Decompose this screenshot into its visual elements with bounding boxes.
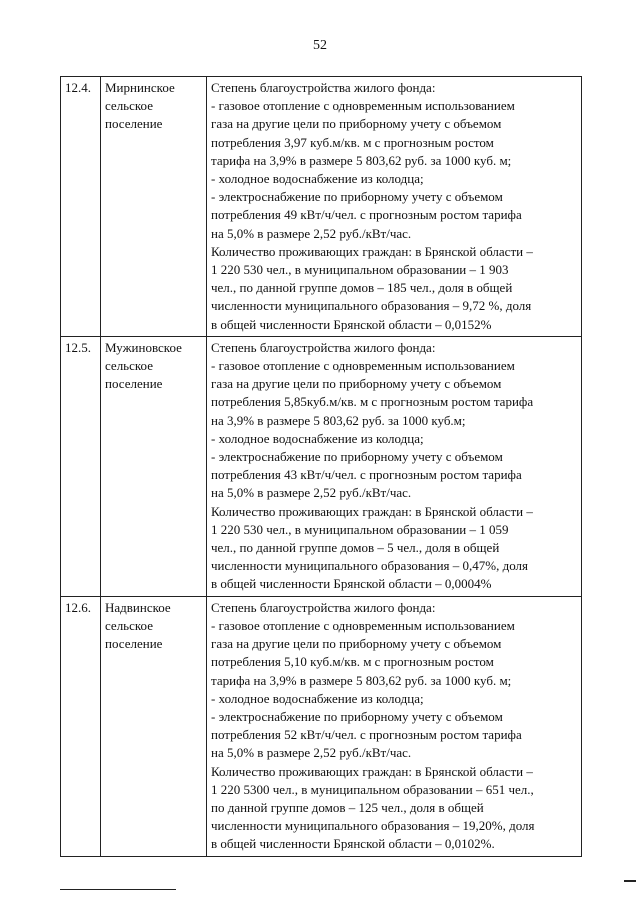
- housing-description: [207, 336, 582, 596]
- description-line: численности муниципального образования – 9,72 %, доля: [211, 298, 532, 314]
- settlement-name-line: поселение: [105, 116, 163, 132]
- row-number: 12.4.: [61, 77, 101, 337]
- description-line: потребления 3,97 куб.м/кв. м с прогнозным ростом: [211, 134, 494, 150]
- description-line: на 5,0% в размере 2,52 руб./кВт/час.: [211, 745, 412, 761]
- description-line: потребления 52 кВт/ч/чел. с прогнозным ростом тарифа: [211, 727, 522, 743]
- description-line: численности муниципального образования – 0,47%, доля: [211, 558, 529, 574]
- description-line: газа на другие цели по приборному учету с объемом: [211, 116, 502, 132]
- description-line: - электроснабжение по приборному учету с объемом: [211, 449, 503, 465]
- description-line: 1 220 5300 чел., в муниципальном образовании – 651 чел.,: [211, 781, 534, 797]
- description-line: потребления 5,10 куб.м/кв. м с прогнозным ростом: [211, 654, 494, 670]
- description-line: в общей численности Брянской области – 0,0102%.: [211, 836, 495, 852]
- description-line: Количество проживающих граждан: в Брянской области –: [211, 503, 533, 519]
- settlement-name: [101, 336, 207, 596]
- housing-description: [207, 596, 582, 856]
- row-number: 12.5.: [61, 336, 101, 596]
- table-row: [61, 596, 582, 856]
- description-line: - холодное водоснабжение из колодца;: [211, 171, 424, 187]
- description-line: 1 220 530 чел., в муниципальном образовании – 1 059: [211, 521, 509, 537]
- description-line: - газовое отопление с одновременным использованием: [211, 617, 515, 633]
- description-line: газа на другие цели по приборному учету с объемом: [211, 376, 502, 392]
- settlement-name-line: поселение: [105, 376, 163, 392]
- settlement-name-line: сельское: [105, 617, 153, 633]
- description-line: тарифа на 3,9% в размере 5 803,62 руб. за 1000 куб. м;: [211, 152, 512, 168]
- settlement-name-line: Мужиновское: [105, 339, 182, 355]
- description-line: Количество проживающих граждан: в Брянской области –: [211, 243, 533, 259]
- settlement-name-line: поселение: [105, 636, 163, 652]
- description-line: 1 220 530 чел., в муниципальном образовании – 1 903: [211, 262, 509, 278]
- description-line: Степень благоустройства жилого фонда:: [211, 599, 436, 615]
- description-line: Степень благоустройства жилого фонда:: [211, 80, 436, 95]
- settlement-name-line: Надвинское: [105, 599, 171, 615]
- description-line: на 5,0% в размере 2,52 руб./кВт/час.: [211, 485, 412, 501]
- settlement-name-line: сельское: [105, 358, 153, 374]
- footnote-separator: [60, 889, 176, 890]
- settlement-name: [101, 596, 207, 856]
- description-line: тарифа на 3,9% в размере 5 803,62 руб. за 1000 куб. м;: [211, 672, 512, 688]
- description-line: численности муниципального образования – 19,20%, доля: [211, 818, 535, 834]
- settlement-name: [101, 77, 207, 337]
- description-line: на 3,9% в размере 5 803,62 руб. за 1000 куб.м;: [211, 412, 466, 428]
- description-line: - электроснабжение по приборному учету с объемом: [211, 708, 503, 724]
- page-edge-mark: [624, 880, 636, 882]
- description-line: - холодное водоснабжение из колодца;: [211, 430, 424, 446]
- description-line: - газовое отопление с одновременным использованием: [211, 98, 515, 114]
- description-line: на 5,0% в размере 2,52 руб./кВт/час.: [211, 225, 412, 241]
- description-line: газа на другие цели по приборному учету с объемом: [211, 636, 502, 652]
- description-line: - холодное водоснабжение из колодца;: [211, 690, 424, 706]
- page-number: 52: [313, 38, 327, 53]
- description-line: потребления 5,85куб.м/кв. м с прогнозным ростом тарифа: [211, 394, 534, 410]
- description-line: в общей численности Брянской области – 0,0152%: [211, 316, 492, 332]
- settlement-name-line: сельское: [105, 98, 153, 114]
- description-line: потребления 49 кВт/ч/чел. с прогнозным ростом тарифа: [211, 207, 522, 223]
- description-line: чел., по данной группе домов – 185 чел., доля в общей: [211, 280, 513, 296]
- description-line: чел., по данной группе домов – 5 чел., доля в общей: [211, 540, 500, 556]
- table-row: [61, 77, 582, 337]
- description-line: потребления 43 кВт/ч/чел. с прогнозным ростом тарифа: [211, 467, 522, 483]
- description-line: Количество проживающих граждан: в Брянской области –: [211, 763, 533, 779]
- settlement-name-line: Мирнинское: [105, 80, 175, 95]
- description-line: - электроснабжение по приборному учету с объемом: [211, 189, 503, 205]
- description-line: Степень благоустройства жилого фонда:: [211, 339, 436, 355]
- description-line: - газовое отопление с одновременным использованием: [211, 358, 515, 374]
- housing-description: [207, 77, 582, 337]
- table-row: [61, 336, 582, 596]
- row-number: 12.6.: [61, 596, 101, 856]
- description-line: в общей численности Брянской области – 0,0004%: [211, 576, 492, 592]
- description-line: по данной группе домов – 125 чел., доля в общей: [211, 799, 484, 815]
- settlement-table: [60, 76, 582, 857]
